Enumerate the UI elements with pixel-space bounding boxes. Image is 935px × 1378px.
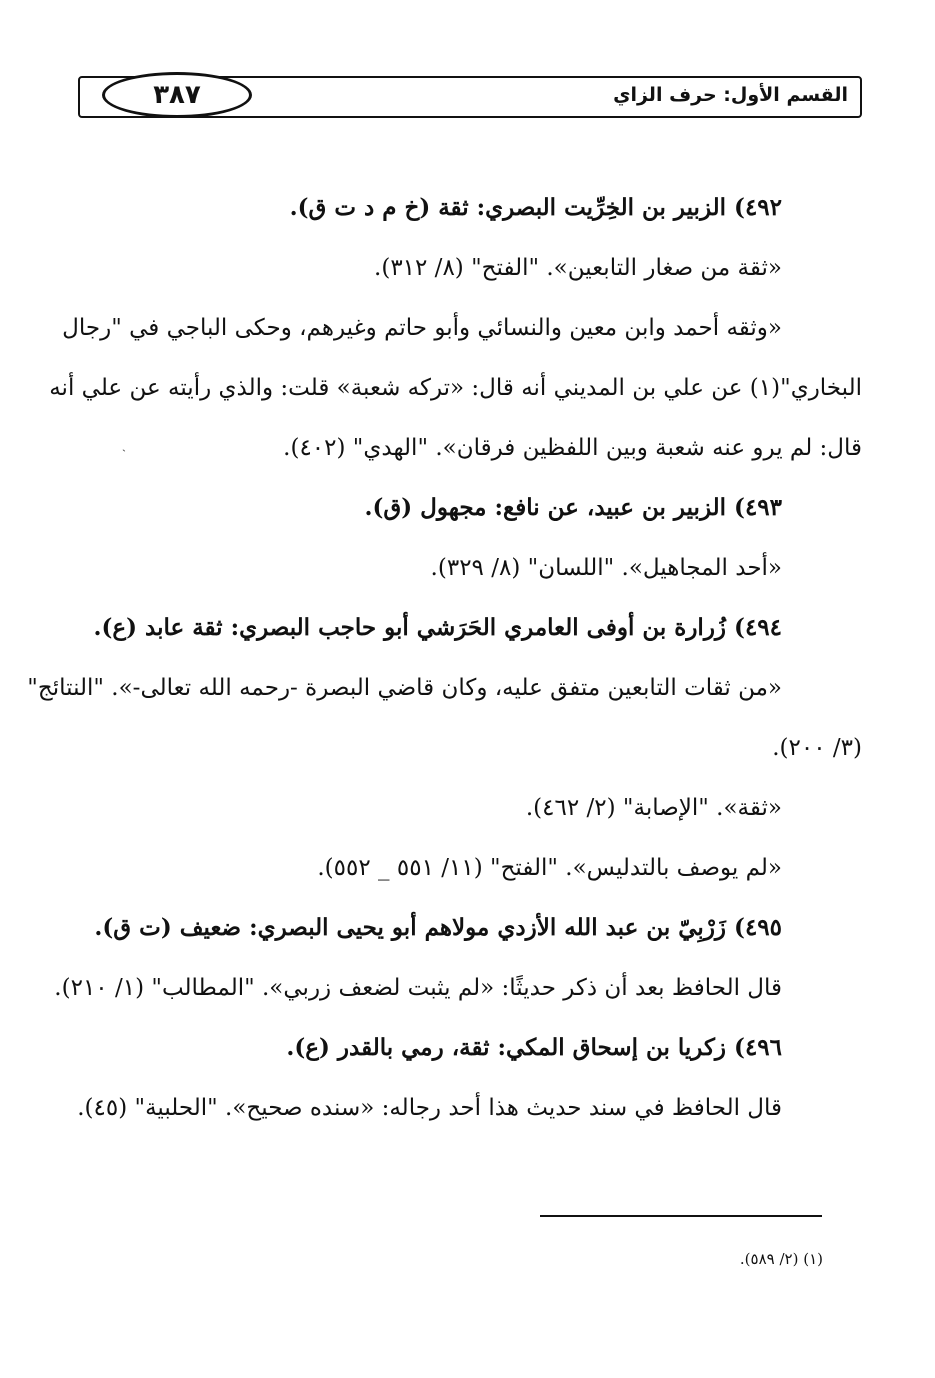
header-title: القسم الأول: حرف الزاي <box>613 84 848 106</box>
text-line: ٤٩٤) زُرارة بن أوفى العامري الحَرَشي أبو حاجب البصري: ثقة عابد (ع). <box>93 614 782 641</box>
text-line: قال الحافظ بعد أن ذكر حديثًا: «لم يثبت لضعف زربي». "المطالب" (١/ ٢١٠). <box>54 975 782 1001</box>
stray-mark: ˏ <box>122 438 126 452</box>
text-line: ٤٩٢) الزبير بن الخِرِّيت البصري: ثقة (خ م د ت ق). <box>289 194 782 221</box>
text-line: (٣/ ٢٠٠). <box>772 735 862 761</box>
text-line: قال الحافظ في سند حديث هذا أحد رجاله: «سنده صحيح». "الحلبية" (٤٥). <box>77 1095 782 1121</box>
page-body <box>27 178 862 1138</box>
text-line: «ثقة من صغار التابعين». "الفتح" (٨/ ٣١٢). <box>374 255 782 281</box>
text-line: ٤٩٣) الزبير بن عبيد، عن نافع: مجهول (ق). <box>364 494 782 521</box>
text-line: البخاري"(١) عن علي بن المديني أنه قال: «تركه شعبة» قلت: والذي رأيته عن علي أنه <box>49 375 862 401</box>
footnote-separator <box>540 1215 822 1217</box>
text-line: «أحد المجاهيل». "اللسان" (٨/ ٣٢٩). <box>430 555 782 581</box>
text-line: «ثقة». "الإصابة" (٢/ ٤٦٢). <box>525 795 782 821</box>
text-line: «من ثقات التابعين متفق عليه، وكان قاضي البصرة -رحمه الله تعالى-». "النتائج" <box>27 675 782 701</box>
page-header <box>78 76 862 118</box>
footnote: (١) (٢/ ٥٨٩). <box>739 1250 823 1268</box>
text-line: ٤٩٥) زَرْبِيّ بن عبد الله الأزدي مولاهم أبو يحيى البصري: ضعيف (ت ق). <box>94 914 782 941</box>
text-line: قال: لم يرو عنه شعبة وبين اللفظين فرقان». "الهدي" (٤٠٢). <box>283 435 862 461</box>
text-line: «وثقه أحمد وابن معين والنسائي وأبو حاتم وغيرهم، وحكى الباجي في "رجال <box>62 315 782 341</box>
text-line: ٤٩٦) زكريا بن إسحاق المكي: ثقة، رمي بالقدر (ع). <box>286 1034 782 1061</box>
text-line: «لم يوصف بالتدليس». "الفتح" (١١/ ٥٥١ _ ٥٥٢). <box>317 855 782 881</box>
page-number: ٣٨٧ <box>102 72 252 118</box>
